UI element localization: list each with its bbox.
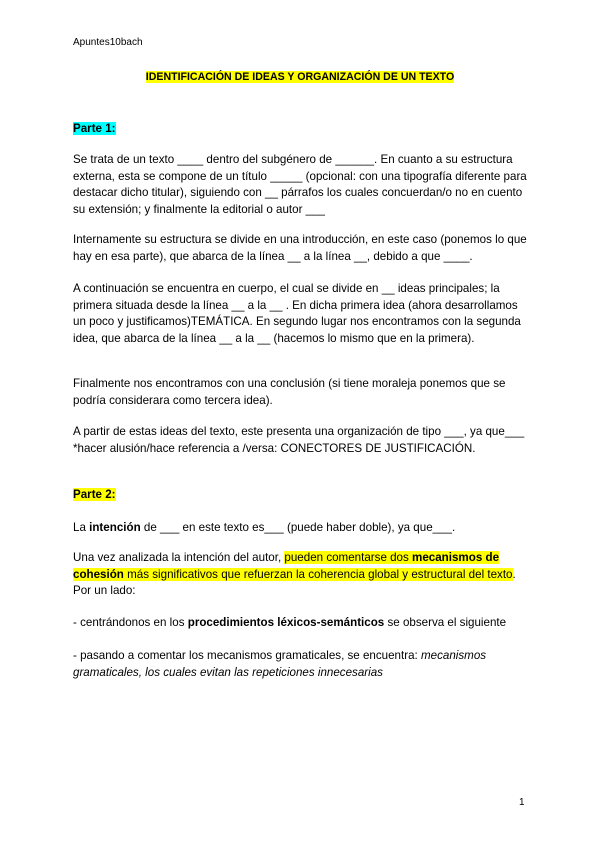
part2-paragraph-2 — [73, 550, 533, 600]
page-number: 1 — [519, 797, 525, 808]
part1-paragraph-4: Finalmente nos encontramos con una conclusión (si tiene moraleja ponemos que se podría considerara como tercera idea). — [73, 377, 506, 407]
part1-paragraph-5-line-1: A partir de estas ideas del texto, este presenta una organización de tipo ___, ya que___ — [73, 425, 525, 438]
part1-paragraph-5 — [73, 424, 533, 457]
page-header: Apuntes10bach — [73, 37, 143, 48]
part2-p3-a: - centrándonos en los — [73, 616, 188, 629]
part2-p2-c: mecanismos de cohesión — [73, 551, 500, 581]
part1-paragraph-3: A continuación se encuentra en cuerpo, el cual se divide en __ ideas principales; la primera situada desde la línea __ a la __ . En dicha primera idea (ahora desarrollamos un poco y justificamos)TEMÁTICA. En segundo lugar nos encontramos con la segunda idea, que abarca de la línea __ a la __ (hacemos lo mismo que en la primera). — [73, 282, 521, 345]
part2-heading-text: Parte 2: — [73, 488, 116, 501]
part2-paragraph-1 — [73, 520, 533, 537]
document-title — [0, 71, 600, 83]
part2-paragraph-3 — [73, 615, 543, 632]
part1-paragraph-1: Se trata de un texto ____ dentro del subgénero de ______. En cuanto a su estructura externa, esta se compone de un título _____ (opcional: con una tipografía diferente para destacar dicho titular), siguiendo con __ párrafos los cuales concuerdan/o no en cuento su extensión; y finalmente la editorial o autor ___ — [73, 153, 527, 216]
part2-p2-e: . Por un lado: — [73, 567, 516, 597]
part2-paragraph-4 — [73, 648, 533, 681]
part2-p1-b: intención — [89, 521, 141, 534]
part2-heading — [73, 488, 116, 501]
part2-p3-b: procedimientos léxicos-semánticos — [187, 616, 385, 629]
part2-p3-c: se observa el siguiente — [384, 616, 507, 629]
part2-p4-b: mecanismos gramaticales, los cuales evitan las repeticiones innecesarias — [73, 649, 487, 679]
part1-paragraph-5-line-2: *hacer alusión/hace referencia a /versa: CONECTORES DE JUSTIFICACIÓN. — [73, 441, 476, 455]
part2-p2-a: Una vez analizada la intención del autor, — [73, 551, 285, 564]
part2-p1-c: de ___ en este texto es___ (puede haber doble), ya que___. — [140, 521, 456, 534]
document-title-text: IDENTIFICACIÓN DE IDEAS Y ORGANIZACIÓN DE UN TEXTO — [145, 71, 455, 83]
part2-p2-b: pueden comentarse dos — [284, 551, 413, 564]
part1-paragraph-2: Internamente su estructura se divide en una introducción, en este caso (ponemos lo que hay en esa parte), que abarca de la línea __ a la línea __, debido a que ____. — [73, 233, 527, 263]
part1-heading — [73, 122, 116, 135]
part2-p1-a: La — [73, 521, 90, 534]
part1-heading-text: Parte 1: — [73, 122, 116, 135]
part2-p4-a: - pasando a comentar los mecanismos gramaticales, se encuentra: — [73, 649, 421, 662]
part2-p2-d: más significativos que refuerzan la coherencia global y estructural del texto — [123, 567, 513, 581]
